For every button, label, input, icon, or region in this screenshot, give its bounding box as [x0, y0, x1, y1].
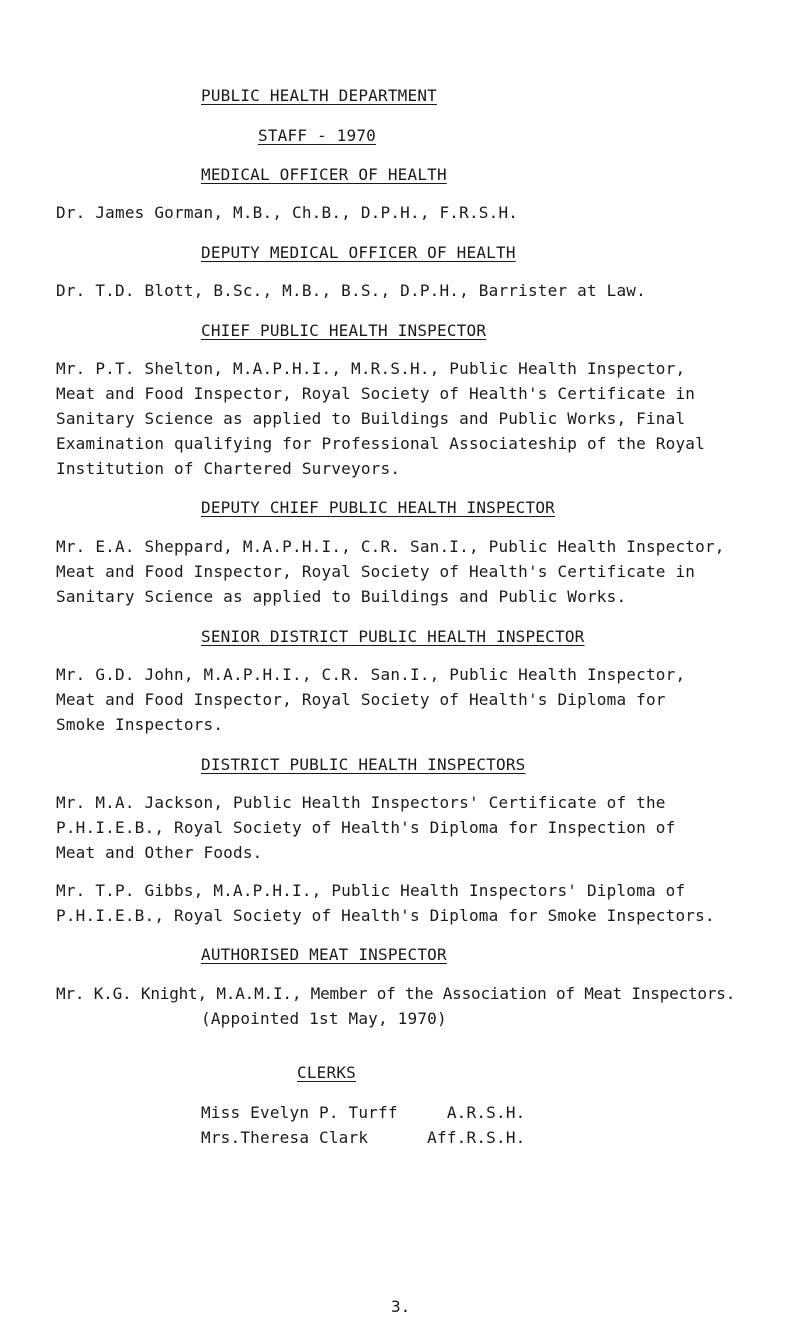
deputy-medical-officer-entry: Dr. T.D. Blott, B.Sc., M.B., B.S., D.P.H., Barrister at Law. — [56, 281, 646, 300]
section-heading-chief-phi: CHIEF PUBLIC HEALTH INSPECTOR — [201, 321, 487, 340]
senior-district-phi-line-3: Smoke Inspectors. — [56, 715, 224, 734]
district-phi-gibbs-line-2: P.H.I.E.B., Royal Society of Health's Diploma for Smoke Inspectors. — [56, 906, 715, 925]
district-phi-jackson-line-1: Mr. M.A. Jackson, Public Health Inspectors' Certificate of the — [56, 793, 666, 812]
senior-district-phi-line-1: Mr. G.D. John, M.A.P.H.I., C.R. San.I., Public Health Inspector, — [56, 665, 686, 684]
deputy-chief-phi-line-1: Mr. E.A. Sheppard, M.A.P.H.I., C.R. San.I., Public Health Inspector, — [56, 537, 725, 556]
chief-phi-line-4: Examination qualifying for Professional Associateship of the Royal — [56, 434, 705, 453]
section-heading-deputy-medical-officer: DEPUTY MEDICAL OFFICER OF HEALTH — [201, 243, 516, 262]
section-heading-meat-inspector: AUTHORISED MEAT INSPECTOR — [201, 945, 447, 964]
medical-officer-entry: Dr. James Gorman, M.B., Ch.B., D.P.H., F.R.S.H. — [56, 203, 519, 222]
chief-phi-line-1: Mr. P.T. Shelton, M.A.P.H.I., M.R.S.H., Public Health Inspector, — [56, 359, 686, 378]
section-heading-senior-district-phi: SENIOR DISTRICT PUBLIC HEALTH INSPECTOR — [201, 627, 585, 646]
district-phi-jackson-line-3: Meat and Other Foods. — [56, 843, 263, 862]
meat-inspector-line-2: (Appointed 1st May, 1970) — [201, 1009, 447, 1028]
meat-inspector-line-1: Mr. K.G. Knight, M.A.M.I., Member of the Association of Meat Inspectors. — [56, 984, 736, 1003]
district-phi-jackson-line-2: P.H.I.E.B., Royal Society of Health's Diploma for Inspection of — [56, 818, 676, 837]
section-heading-clerks: CLERKS — [297, 1063, 356, 1082]
senior-district-phi-line-2: Meat and Food Inspector, Royal Society of Health's Diploma for — [56, 690, 666, 709]
staff-year-title: STAFF - 1970 — [258, 126, 376, 145]
section-heading-deputy-chief-phi: DEPUTY CHIEF PUBLIC HEALTH INSPECTOR — [201, 498, 555, 517]
section-heading-district-phis: DISTRICT PUBLIC HEALTH INSPECTORS — [201, 755, 526, 774]
department-title: PUBLIC HEALTH DEPARTMENT — [201, 86, 437, 105]
page-number: 3. — [391, 1297, 411, 1316]
section-heading-medical-officer: MEDICAL OFFICER OF HEALTH — [201, 165, 447, 184]
chief-phi-line-2: Meat and Food Inspector, Royal Society of Health's Certificate in — [56, 384, 696, 403]
clerk-turff: Miss Evelyn P. Turff A.R.S.H. — [201, 1103, 526, 1122]
clerk-clark: Mrs.Theresa Clark Aff.R.S.H. — [201, 1128, 526, 1147]
chief-phi-line-5: Institution of Chartered Surveyors. — [56, 459, 401, 478]
deputy-chief-phi-line-3: Sanitary Science as applied to Buildings and Public Works. — [56, 587, 627, 606]
district-phi-gibbs-line-1: Mr. T.P. Gibbs, M.A.P.H.I., Public Health Inspectors' Diploma of — [56, 881, 686, 900]
chief-phi-line-3: Sanitary Science as applied to Buildings and Public Works, Final — [56, 409, 686, 428]
deputy-chief-phi-line-2: Meat and Food Inspector, Royal Society of Health's Certificate in — [56, 562, 696, 581]
